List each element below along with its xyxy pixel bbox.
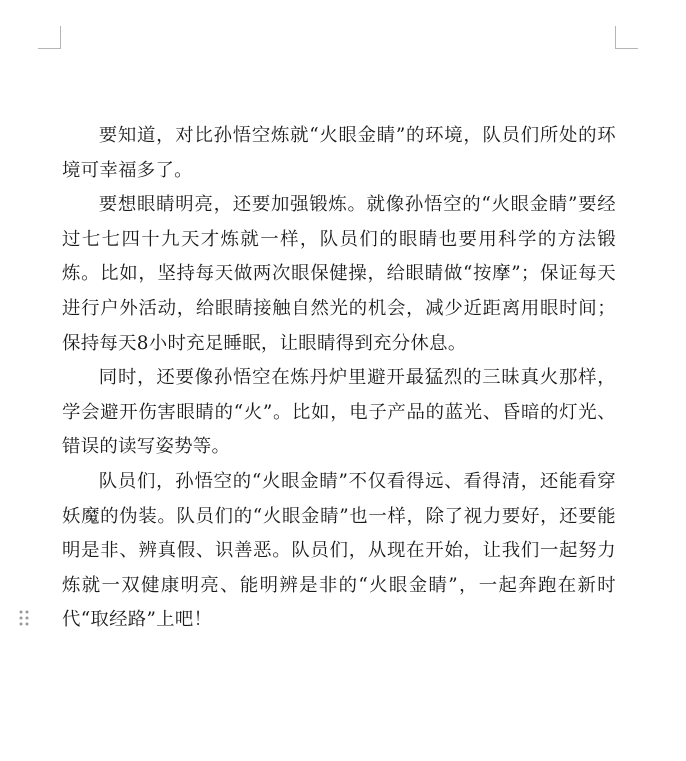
paragraph: 要想眼睛明亮，还要加强锻炼。就像孙悟空的“火眼金睛”要经过七七四十九天才炼就一样，队员们的眼睛也要用科学的方法锻炼。比如，坚持每天做两次眼保健操，给眼睛做“按摩”；保证每天进行户外活动，给眼睛接触自然光的机会，减少近距离用眼时间；保持每天8小时充足睡眠，让眼睛得到充分休息。 bbox=[62, 194, 616, 354]
top-right-crop-mark bbox=[615, 26, 638, 49]
paragraph: 同时，还要像孙悟空在炼丹炉里避开最猛烈的三昧真火那样，学会避开伤害眼睛的“火”。比如，电子产品的蓝光、昏暗的灯光、错误的读写姿势等。 bbox=[62, 367, 616, 458]
paragraph: 要知道，对比孙悟空炼就“火眼金睛”的环境，队员们所处的环境可幸福多了。 bbox=[62, 125, 616, 181]
document-body[interactable] bbox=[62, 119, 616, 638]
paragraph: 队员们，孙悟空的“火眼金睛”不仅看得远、看得清，还能看穿妖魔的伪装。队员们的“火眼金睛”也一样，除了视力要好，还要能明是非、辨真假、识善恶。队员们，从现在开始，让我们一起努力炼就一双健康明亮、能明辨是非的“火眼金睛”，一起奔跑在新时代“取经路”上吧！ bbox=[62, 470, 616, 631]
drag-handle-icon[interactable] bbox=[18, 609, 30, 627]
top-left-crop-mark bbox=[38, 26, 61, 49]
